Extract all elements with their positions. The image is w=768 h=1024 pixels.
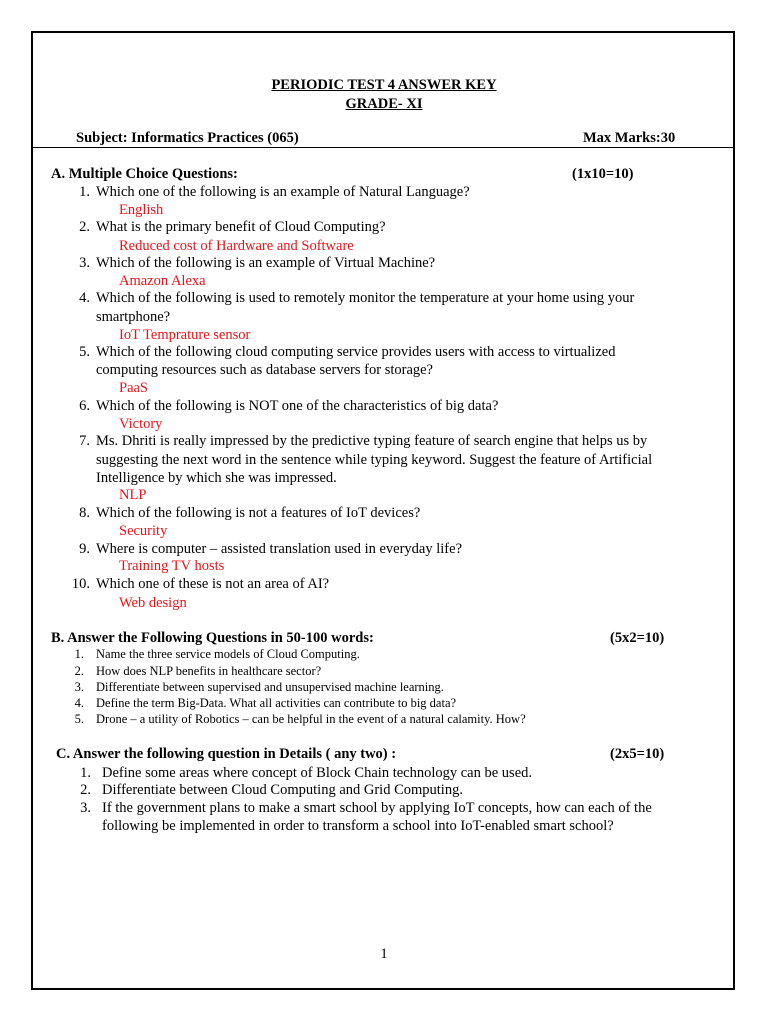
question-text: Which of the following is not a features of IoT devices?: [96, 505, 421, 521]
question-number: 4.: [79, 290, 90, 306]
question-number: 5.: [74, 712, 84, 726]
question-number: 1.: [79, 184, 90, 200]
question-number: 3.: [74, 680, 84, 694]
page-number: 1: [380, 946, 388, 962]
answer-text: Victory: [119, 416, 163, 432]
section-c-marks: (2x5=10): [610, 746, 665, 762]
question-text: What is the primary benefit of Cloud Computing?: [96, 219, 386, 235]
question-text: Define some areas where concept of Block Chain technology can be used.: [102, 765, 533, 781]
question-number: 1.: [80, 765, 91, 781]
question-text: Differentiate between Cloud Computing and Grid Computing.: [102, 782, 463, 798]
answer-text: Reduced cost of Hardware and Software: [119, 238, 354, 254]
question-text: computing resources such as database servers for storage?: [96, 362, 433, 378]
question-text: Differentiate between supervised and unsupervised machine learning.: [96, 680, 444, 694]
question-text: smartphone?: [96, 309, 171, 325]
section-a-marks: (1x10=10): [572, 166, 634, 182]
question-number: 6.: [79, 398, 90, 414]
question-text: Which of the following is NOT one of the characteristics of big data?: [96, 398, 499, 414]
question-number: 8.: [79, 505, 90, 521]
document-title: PERIODIC TEST 4 ANSWER KEY: [271, 77, 497, 93]
question-number: 3.: [80, 800, 91, 816]
max-marks-label: Max Marks:30: [583, 130, 676, 146]
question-number: 2.: [74, 664, 84, 678]
question-number: 2.: [80, 782, 91, 798]
question-text: Drone – a utility of Robotics – can be helpful in the event of a natural calamity. How?: [96, 712, 526, 726]
question-text: Which one of these is not an area of AI?: [96, 576, 330, 592]
question-text: Intelligence by which she was impressed.: [96, 470, 337, 486]
question-text: Name the three service models of Cloud Computing.: [96, 647, 360, 661]
question-number: 1.: [74, 647, 84, 661]
answer-text: Training TV hosts: [119, 558, 225, 574]
question-number: 3.: [79, 255, 90, 271]
answer-text: Security: [119, 523, 168, 539]
question-text: How does NLP benefits in healthcare sector?: [96, 664, 322, 678]
answer-text: IoT Temprature sensor: [119, 327, 251, 343]
answer-text: English: [119, 202, 164, 218]
header-divider: [33, 147, 734, 148]
section-a-heading: A. Multiple Choice Questions:: [51, 166, 238, 182]
question-number: 10.: [71, 576, 90, 592]
question-text: Which of the following is used to remotely monitor the temperature at your home using your: [96, 290, 635, 306]
answer-text: Amazon Alexa: [119, 273, 206, 289]
subject-label: Subject: Informatics Practices (065): [76, 130, 299, 146]
question-text: Which of the following is an example of Virtual Machine?: [96, 255, 436, 271]
answer-text: PaaS: [119, 380, 148, 396]
question-number: 2.: [79, 219, 90, 235]
grade-label: GRADE- XI: [345, 96, 423, 112]
section-b-heading: B. Answer the Following Questions in 50-100 words:: [51, 630, 374, 646]
question-text: Define the term Big-Data. What all activities can contribute to big data?: [96, 696, 457, 710]
question-number: 4.: [74, 696, 84, 710]
question-text: Where is computer – assisted translation used in everyday life?: [96, 541, 463, 557]
question-number: 7.: [79, 433, 90, 449]
question-number: 5.: [79, 344, 90, 360]
question-text: If the government plans to make a smart school by applying IoT concepts, how can each of the: [102, 800, 652, 816]
question-text: following be implemented in order to transform a school into IoT-enabled smart school?: [102, 818, 614, 834]
question-text: Which one of the following is an example of Natural Language?: [96, 184, 470, 200]
section-c-heading: C. Answer the following question in Details ( any two) :: [56, 746, 397, 762]
question-text: suggesting the next word in the sentence while typing keyword. Suggest the feature of Artificial: [96, 452, 653, 468]
answer-text: NLP: [119, 487, 147, 503]
question-text: Ms. Dhriti is really impressed by the predictive typing feature of search engine that helps us by: [96, 433, 648, 449]
question-number: 9.: [79, 541, 90, 557]
section-b-marks: (5x2=10): [610, 630, 665, 646]
question-text: Which of the following cloud computing service provides users with access to virtualized: [96, 344, 616, 360]
answer-text: Web design: [119, 595, 187, 611]
